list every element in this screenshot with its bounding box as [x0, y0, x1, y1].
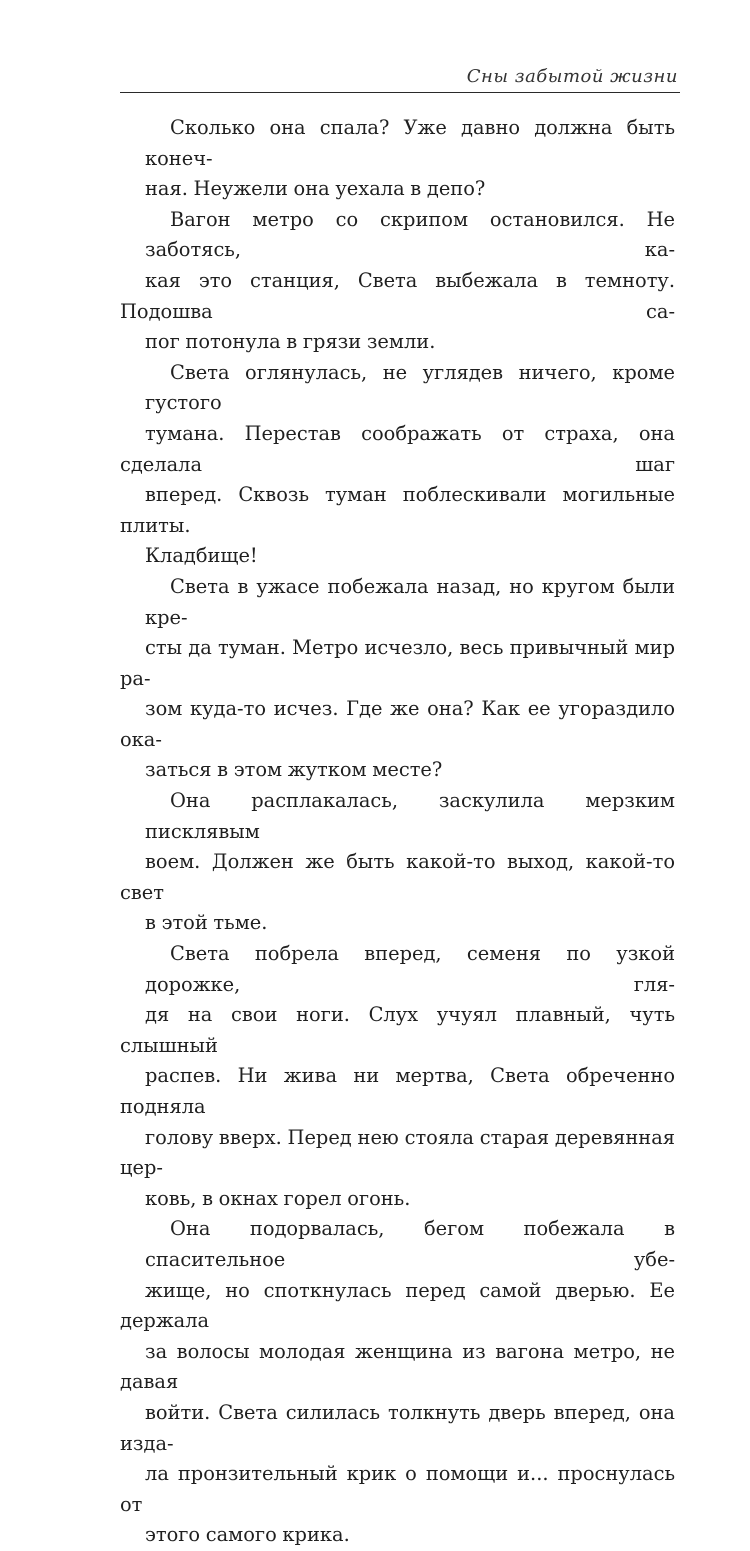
text-line: ла пронзительный крик о помощи и... проснулась от: [120, 1462, 675, 1516]
text-line: Она расплакалась, заскулила мерзким писклявым: [145, 789, 675, 843]
text-line: вперед. Сквозь туман поблескивали могильные плиты.: [120, 483, 675, 537]
paragraph-3: [120, 358, 675, 572]
text-line: воем. Должен же быть какой-то выход, какой-то свет: [120, 850, 675, 904]
text-line: Она подорвалась, бегом побежала в спасительное убе-: [145, 1217, 675, 1271]
text-line: Сколько она спала? Уже давно должна быть конеч-: [145, 116, 675, 170]
text-line: заться в этом жутком месте?: [145, 758, 443, 782]
text-line: кая это станция, Света выбежала в темноту. Подошва са-: [120, 268, 675, 323]
running-header: [120, 60, 680, 93]
text-line: Света побрела вперед, семеня по узкой дорожке, гля-: [145, 942, 675, 996]
text-line: Кладбище!: [145, 544, 258, 568]
text-line: ковь, в окнах горел огонь.: [145, 1186, 411, 1210]
paragraph-2: [120, 205, 675, 358]
text-line: голову вверх. Перед нею стояла старая деревянная цер-: [120, 1125, 675, 1180]
text-line: Света оглянулась, не углядев ничего, кроме густого: [145, 360, 675, 415]
paragraph-1: [120, 113, 675, 205]
text-line: тумана. Перестав соображать от страха, она сделала шаг: [120, 421, 675, 476]
text-line: распев. Ни жива ни мертва, Света обреченно подняла: [120, 1064, 675, 1118]
running-title: Сны забытой жизни: [466, 66, 678, 87]
text-line: сты да туман. Метро исчезло, весь привычный мир ра-: [120, 636, 675, 690]
paragraph-5: [120, 786, 675, 939]
paragraph-6: [120, 939, 675, 1214]
text-line: этого самого крика.: [145, 1523, 350, 1547]
text-line: за волосы молодая женщина из вагона метро, не давая: [120, 1339, 675, 1394]
text-body: [120, 113, 675, 1551]
text-line: дя на свои ноги. Слух учуял плавный, чуть слышный: [120, 1003, 675, 1057]
text-line: войти. Света силилась толкнуть дверь вперед, она изда-: [120, 1400, 675, 1455]
text-line: в этой тьме.: [145, 911, 268, 935]
paragraph-7: [120, 1214, 675, 1551]
text-line: Вагон метро со скрипом остановился. Не заботясь, ка-: [145, 207, 675, 262]
text-line: Света в ужасе побежала назад, но кругом были кре-: [145, 574, 675, 629]
text-line: зом куда-то исчез. Где же она? Как ее угораздило ока-: [120, 697, 675, 751]
paragraph-4: [120, 572, 675, 786]
text-line: жище, но споткнулась перед самой дверью. Ее держала: [120, 1278, 675, 1333]
text-line: пог потонула в грязи земли.: [145, 330, 436, 354]
text-line: ная. Неужели она уехала в депо?: [145, 177, 486, 201]
